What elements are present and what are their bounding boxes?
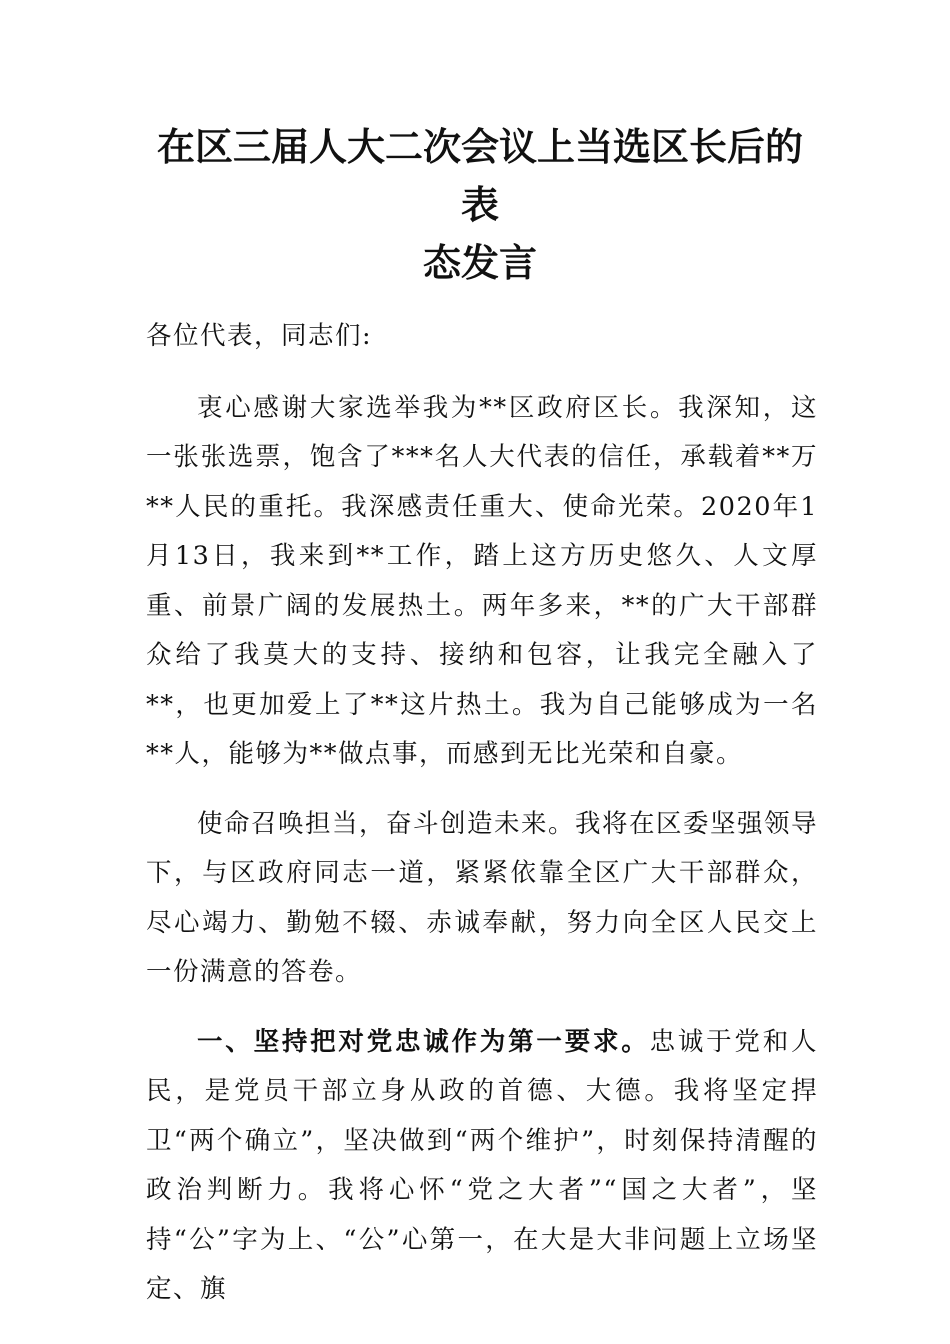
document-page [146, 118, 818, 1335]
section-1-paragraph [146, 1018, 818, 1315]
paragraph-2: 使命召唤担当，奋斗创造未来。我将在区委坚强领导下，与区政府同志一道，紧紧依靠全区广大干部群众，尽心竭力、勤勉不辍、赤诚奉献，努力向全区人民交上一份满意的答卷。 [146, 808, 819, 987]
title-line-2: 态发言 [422, 240, 537, 285]
section-1-body: 忠诚于党和人民，是党员干部立身从政的首德、大德。我将坚定捍卫“两个确立”，坚决做到“两个维护”，时刻保持清醒的政治判断力。我将心怀“党之大者”“国之大者”，坚持“公”字为上、“公”心第一，在大是大非问题上立场坚定、旗 [146, 1026, 818, 1304]
section-1-heading: 一、坚持把对党忠诚作为第一要求。 [197, 1026, 650, 1057]
greeting: 各位代表，同志们: [146, 321, 373, 351]
document-title [144, 118, 816, 292]
title-line-1: 在区三届人大二次会议上当选区长后的表 [156, 124, 803, 227]
paragraph-1: 衷心感谢大家选举我为**区政府区长。我深知，这一张张选票，饱含了***名人大代表的信任，承载着**万**人民的重托。我深感责任重大、使命光荣。2020年1月13日，我来到**工作，踏上这方历史悠久、人文厚重、前景广阔的发展热土。两年多来，**的广大干部群众给了我莫大的支持、接纳和包容，让我完全融入了**，也更加爱上了**这片热土。我为自己能够成为一名**人，能够为**做点事，而感到无比光荣和自豪。 [146, 392, 818, 769]
